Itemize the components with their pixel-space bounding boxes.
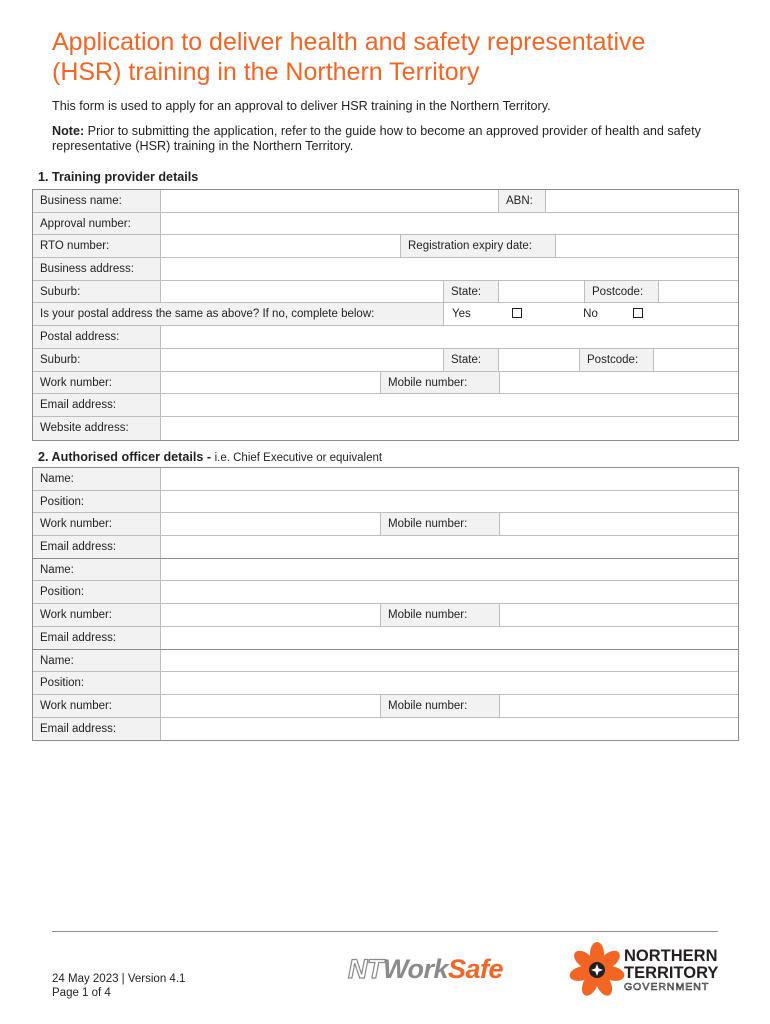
postcode-label: Postcode: — [585, 281, 659, 303]
postal-same-options — [444, 303, 738, 325]
abn-label: ABN: — [499, 190, 546, 212]
ntg-line-1: NORTHERN — [624, 947, 718, 965]
abn-field[interactable] — [546, 190, 738, 212]
business-name-label: Business name: — [33, 190, 161, 212]
officer-work-number-field[interactable] — [161, 695, 381, 717]
registration-expiry-label: Registration expiry date: — [401, 235, 556, 257]
version-text: 24 May 2023 | Version 4.1 — [52, 973, 186, 985]
postal-state-field[interactable] — [499, 349, 580, 371]
table-row — [33, 536, 738, 559]
table-row — [33, 627, 738, 650]
officer-name-field[interactable] — [161, 559, 738, 581]
postal-address-field[interactable] — [161, 326, 738, 348]
officer-email-label: Email address: — [33, 718, 161, 741]
ntg-wordmark — [624, 948, 718, 981]
table-row — [33, 349, 738, 372]
rto-number-label: RTO number: — [33, 235, 161, 257]
officer-mobile-number-field[interactable] — [500, 695, 738, 717]
officer-email-field[interactable] — [161, 718, 738, 741]
website-address-label: Website address: — [33, 417, 161, 440]
no-checkbox[interactable] — [633, 308, 643, 318]
table-row — [33, 513, 738, 536]
table-row — [33, 604, 738, 627]
intro-text: This form is used to apply for an approval to deliver HSR training in the Northern Territory. — [52, 99, 551, 113]
section-2-heading — [38, 450, 382, 466]
officer-email-field[interactable] — [161, 627, 738, 649]
officer-work-number-label: Work number: — [33, 695, 161, 717]
suburb-field[interactable] — [161, 281, 444, 303]
mobile-number-label: Mobile number: — [381, 372, 500, 394]
registration-expiry-field[interactable] — [556, 235, 738, 257]
table-row — [33, 581, 738, 604]
note-body: Prior to submitting the application, refer to the guide how to become an approved provider of health and safety representative (HSR) training in the Northern Territory. — [52, 124, 701, 153]
table-row — [33, 213, 738, 236]
email-address-field[interactable] — [161, 394, 738, 416]
officer-work-number-label: Work number: — [33, 604, 161, 626]
table-row — [33, 695, 738, 718]
yes-checkbox[interactable] — [512, 308, 522, 318]
table-row — [33, 303, 738, 326]
table-row — [33, 394, 738, 417]
work-number-field[interactable] — [161, 372, 381, 394]
officer-name-field[interactable] — [161, 468, 738, 490]
table-row — [33, 718, 738, 741]
worksafe-logo-nt: NT — [348, 954, 383, 984]
officer-name-label: Name: — [33, 650, 161, 672]
officer-mobile-number-field[interactable] — [500, 513, 738, 535]
business-address-field[interactable] — [161, 258, 738, 280]
table-row — [33, 326, 738, 349]
footer-divider — [52, 931, 718, 932]
business-address-label: Business address: — [33, 258, 161, 280]
officer-name-field[interactable] — [161, 650, 738, 672]
officer-work-number-field[interactable] — [161, 604, 381, 626]
website-address-field[interactable] — [161, 417, 738, 440]
rto-number-field[interactable] — [161, 235, 401, 257]
officer-work-number-label: Work number: — [33, 513, 161, 535]
table-row — [33, 281, 738, 304]
officer-position-field[interactable] — [161, 581, 738, 603]
postal-address-label: Postal address: — [33, 326, 161, 348]
title-line-2: (HSR) training in the Northern Territory — [52, 58, 480, 86]
approval-number-field[interactable] — [161, 213, 738, 235]
section-2-subtitle: i.e. Chief Executive or equivalent — [214, 452, 383, 464]
section-1-heading: 1. Training provider details — [38, 170, 199, 184]
training-provider-table — [32, 189, 739, 441]
state-field[interactable] — [499, 281, 585, 303]
yes-label: Yes — [452, 308, 471, 321]
officer-mobile-number-label: Mobile number: — [381, 513, 500, 535]
state-label: State: — [444, 281, 499, 303]
table-row — [33, 468, 738, 491]
officer-work-number-field[interactable] — [161, 513, 381, 535]
worksafe-logo-safe: Safe — [448, 954, 504, 984]
note-text — [52, 124, 732, 154]
table-row — [33, 417, 738, 440]
postal-postcode-field[interactable] — [654, 349, 738, 371]
email-address-label: Email address: — [33, 394, 161, 416]
table-row — [33, 258, 738, 281]
table-row — [33, 190, 738, 213]
table-row — [33, 491, 738, 514]
officer-position-field[interactable] — [161, 672, 738, 694]
no-label: No — [583, 308, 598, 321]
ntg-line-2: TERRITORY — [624, 963, 719, 982]
postcode-field[interactable] — [659, 281, 738, 303]
postal-state-label: State: — [444, 349, 499, 371]
officer-position-label: Position: — [33, 672, 161, 694]
officer-mobile-number-label: Mobile number: — [381, 604, 500, 626]
postal-postcode-label: Postcode: — [580, 349, 654, 371]
footer-meta — [52, 972, 185, 1000]
mobile-number-field[interactable] — [500, 372, 738, 394]
postal-suburb-field[interactable] — [161, 349, 444, 371]
table-row — [33, 650, 738, 673]
section-2-title: 2. Authorised officer details - — [38, 450, 215, 464]
officer-email-field[interactable] — [161, 536, 738, 558]
ntg-line-3: GOVERNMENT — [624, 981, 710, 993]
officer-name-label: Name: — [33, 559, 161, 581]
table-row — [33, 372, 738, 395]
table-row — [33, 235, 738, 258]
postal-same-question: Is your postal address the same as above? If no, complete below: — [33, 303, 444, 325]
officer-mobile-number-field[interactable] — [500, 604, 738, 626]
title-line-1: Application to deliver health and safety representative — [52, 28, 646, 56]
work-number-label: Work number: — [33, 372, 161, 394]
officer-position-label: Position: — [33, 581, 161, 603]
officer-email-label: Email address: — [33, 627, 161, 649]
note-label: Note: — [52, 124, 85, 138]
business-name-field[interactable] — [161, 190, 499, 212]
suburb-label: Suburb: — [33, 281, 161, 303]
table-row — [33, 672, 738, 695]
authorised-officer-table — [32, 467, 739, 741]
table-row — [33, 559, 738, 582]
postal-suburb-label: Suburb: — [33, 349, 161, 371]
officer-name-label: Name: — [33, 468, 161, 490]
page-title — [52, 27, 742, 87]
officer-position-field[interactable] — [161, 491, 738, 513]
officer-email-label: Email address: — [33, 536, 161, 558]
officer-mobile-number-label: Mobile number: — [381, 695, 500, 717]
officer-position-label: Position: — [33, 491, 161, 513]
worksafe-logo-work: Work — [383, 954, 449, 984]
approval-number-label: Approval number: — [33, 213, 161, 235]
worksafe-logo — [348, 953, 503, 985]
page-number: Page 1 of 4 — [52, 987, 111, 999]
